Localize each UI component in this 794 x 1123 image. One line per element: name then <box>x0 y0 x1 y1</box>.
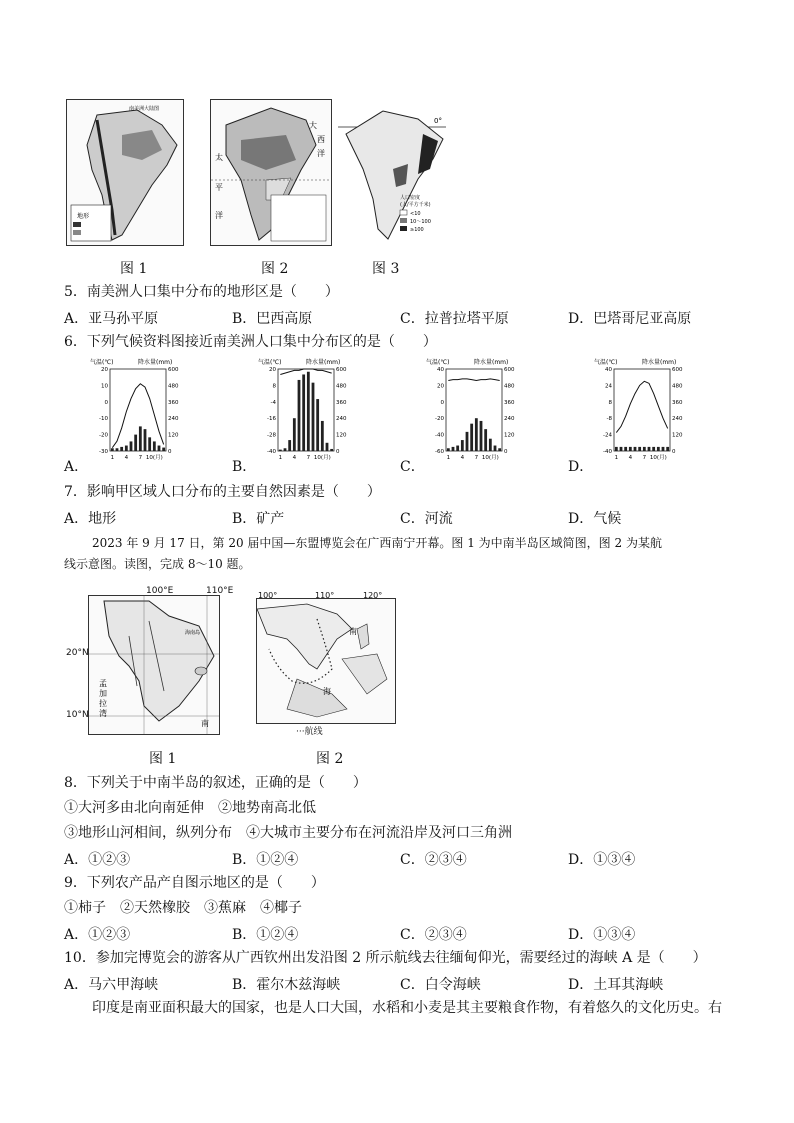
q7-option-c[interactable]: C．河流 <box>400 511 453 527</box>
q9-option-d[interactable]: D．①③④ <box>568 927 636 943</box>
temp-tick-label: 20 <box>269 367 276 373</box>
q8-option-d[interactable]: D．①③④ <box>568 852 636 868</box>
precip-bar <box>288 440 291 451</box>
q8-statements-line-2: ③地形山河相间，纵列分布 ④大城市主要分布在河流沿岸及河口三角洲 <box>64 825 512 841</box>
precip-bar <box>134 435 137 451</box>
chart-frame <box>278 369 334 451</box>
temp-tick-label: 8 <box>272 383 276 390</box>
q5-option-a[interactable]: A．亚马孙平原 <box>64 311 159 327</box>
figure-1-south-america-terrain <box>66 99 184 246</box>
question-8-stem: 8．下列关于中南半岛的叙述，正确的是（ ） <box>64 775 367 791</box>
precip-tick-label: 120 <box>336 432 347 439</box>
mid-caption-2: 图 2 <box>316 751 344 767</box>
precip-tick-label: 240 <box>672 416 683 423</box>
x-tick-label: 10(月) <box>481 455 499 461</box>
precip-tick-label: 600 <box>504 367 515 373</box>
mid-fig1-sea-1: 加 <box>99 689 107 698</box>
figure-shipping-route-map <box>256 598 396 724</box>
x-tick-label: 1 <box>446 455 451 461</box>
precip-tick-label: 240 <box>336 416 347 423</box>
q7-option-a[interactable]: A．地形 <box>64 511 117 527</box>
x-tick-label: 4 <box>628 455 633 461</box>
precip-tick-label: 120 <box>672 432 683 439</box>
fig2-ocean-2: 洋 <box>317 149 325 158</box>
mid-fig1-lat-1: 10°N <box>66 710 89 720</box>
precip-bar <box>148 437 151 451</box>
temp-tick-label: -20 <box>435 416 444 423</box>
mid-fig1-sea-4: 南 <box>201 719 209 728</box>
precip-bar <box>452 447 455 451</box>
precip-bar <box>498 448 501 451</box>
figure-caption-2: 图 2 <box>261 261 289 277</box>
temp-tick-label: -16 <box>267 416 276 423</box>
precip-tick-label: 600 <box>168 367 179 373</box>
precip-bar <box>330 449 333 451</box>
question-6-stem: 6．下列气候资料图接近南美洲人口集中分布区的是（ ） <box>64 334 437 350</box>
question-7-stem: 7．影响甲区域人口分布的主要自然因素是（ ） <box>64 484 381 500</box>
precip-bar <box>139 426 142 451</box>
fig2-ocean-5: 洋 <box>215 211 223 220</box>
precip-bar <box>666 447 669 451</box>
precip-bar <box>316 399 319 451</box>
precip-tick-label: 480 <box>672 383 683 390</box>
mid-fig2-legend <box>296 724 323 737</box>
mid-caption-1: 图 1 <box>149 751 177 767</box>
precip-bar <box>284 448 287 451</box>
precip-tick-label: 0 <box>672 449 676 455</box>
x-tick-label: 1 <box>278 455 283 461</box>
precip-bar <box>120 447 123 451</box>
mid-fig2-lon-2: 120° <box>363 591 383 600</box>
q10-option-c[interactable]: C．白令海峡 <box>400 977 481 993</box>
precip-axis-label: 降水量(mm) <box>306 359 341 366</box>
fig3-legend-item-0: <10 <box>410 211 421 217</box>
precip-bar <box>456 446 459 451</box>
temperature-line <box>280 369 331 374</box>
precip-bar <box>153 441 156 451</box>
precip-bar <box>624 447 627 451</box>
temp-axis-label: 气温(℃) <box>594 359 618 366</box>
fig3-equator-label: 0° <box>434 117 442 125</box>
figure-3-population-density <box>338 99 452 247</box>
precip-bar <box>643 447 646 451</box>
precip-bar <box>312 383 315 451</box>
temperature-line <box>616 381 667 432</box>
precip-bar <box>162 448 165 451</box>
precip-bar <box>130 441 133 451</box>
mid-fig1-lon-1: 110°E <box>206 586 234 596</box>
x-tick-label: 4 <box>460 455 465 461</box>
figure-2-south-america-climate <box>210 99 332 246</box>
mid-fig1-place: 海南岛 <box>185 630 201 636</box>
passage-2-line-1: 印度是南亚面积最大的国家，也是人口大国，水稻和小麦是其主要粮食作物，有着悠久的文化历史。右 <box>92 1000 722 1016</box>
precip-bar <box>447 448 450 451</box>
climate-chart-b <box>256 355 356 465</box>
x-tick-label: 7 <box>642 455 647 461</box>
q9-option-b[interactable]: B．①②④ <box>232 927 299 943</box>
temp-tick-label: -10 <box>99 416 108 423</box>
precip-tick-label: 120 <box>168 432 179 439</box>
fig3-legend-unit: (人/平方千米) <box>400 202 431 208</box>
mid-fig2-lon-1: 110° <box>315 591 335 600</box>
fig3-legend-title: 人口密度 <box>400 195 421 201</box>
q7-option-d[interactable]: D．气候 <box>568 511 622 527</box>
x-tick-label: 7 <box>138 455 143 461</box>
q6-option-d[interactable]: D． <box>568 459 594 475</box>
precip-bar <box>648 447 651 451</box>
q9-option-a[interactable]: A．①②③ <box>64 927 131 943</box>
precip-tick-label: 480 <box>336 383 347 390</box>
temp-tick-label: 0 <box>104 399 108 406</box>
mid-fig1-sea-0: 孟 <box>99 679 107 688</box>
precip-tick-label: 120 <box>504 432 515 439</box>
q9-statements: ①柿子 ②天然橡胶 ③蕉麻 ④椰子 <box>64 900 302 916</box>
route-dots-icon: ··· <box>296 727 305 737</box>
precip-bar <box>466 432 469 451</box>
x-tick-label: 7 <box>306 455 311 461</box>
x-tick-label: 1 <box>110 455 115 461</box>
mid-fig2-lon-0: 100° <box>258 591 278 600</box>
mid-fig2-sea-0: 南 <box>349 627 357 636</box>
precip-bar <box>298 380 301 451</box>
temp-axis-label: 气温(℃) <box>426 359 450 366</box>
temp-tick-label: 20 <box>101 367 108 373</box>
fig3-legend-item-1: 10～100 <box>410 219 431 225</box>
temp-tick-label: -30 <box>99 449 108 455</box>
q6-option-c[interactable]: C． <box>400 459 425 475</box>
x-tick-label: 10(月) <box>649 455 667 461</box>
precip-tick-label: 240 <box>168 416 179 423</box>
precip-tick-label: 480 <box>504 383 515 390</box>
climate-chart-a <box>88 355 188 465</box>
climate-chart-d <box>592 355 692 465</box>
q8-option-c[interactable]: C．②③④ <box>400 852 467 868</box>
climate-chart-c <box>424 355 524 465</box>
precip-bar <box>494 446 497 451</box>
q5-option-c[interactable]: C．拉普拉塔平原 <box>400 311 509 327</box>
q10-option-a[interactable]: A．马六甲海峡 <box>64 977 159 993</box>
figure-indochina-map <box>88 595 220 735</box>
precip-bar <box>652 447 655 451</box>
precip-bar <box>326 443 329 451</box>
precip-bar <box>470 424 473 451</box>
mid-fig1-sea-3: 湾 <box>99 709 107 718</box>
precip-bar <box>279 450 282 451</box>
temperature-line <box>448 379 499 381</box>
temp-tick-label: -8 <box>606 416 612 423</box>
temperature-line <box>112 384 163 448</box>
precip-bar <box>111 448 114 451</box>
x-tick-label: 4 <box>292 455 297 461</box>
temp-tick-label: -28 <box>267 432 276 439</box>
temp-tick-label: -24 <box>603 432 612 439</box>
precip-bar <box>125 446 128 451</box>
precip-bar <box>657 447 660 451</box>
precip-bar <box>293 418 296 451</box>
precip-bar <box>629 447 632 451</box>
precip-tick-label: 240 <box>504 416 515 423</box>
precip-tick-label: 360 <box>336 399 347 406</box>
precip-bar <box>480 421 483 451</box>
precip-bar <box>484 429 487 451</box>
precip-bar <box>638 447 641 451</box>
q6-option-b[interactable]: B． <box>232 459 257 475</box>
fig2-ocean-4: 平 <box>215 183 223 192</box>
q5-option-b[interactable]: B．巴西高原 <box>232 311 313 327</box>
precip-bar <box>615 447 618 451</box>
chart-frame <box>446 369 502 451</box>
precip-bar <box>620 447 623 451</box>
x-tick-label: 4 <box>124 455 129 461</box>
question-9-stem: 9．下列农产品产自图示地区的是（ ） <box>64 875 325 891</box>
q8-statements-line-1: ①大河多由北向南延伸 ②地势南高北低 <box>64 800 316 816</box>
precip-tick-label: 360 <box>168 399 179 406</box>
temp-tick-label: 20 <box>437 383 444 390</box>
fig1-inset-label: 南美洲大陆图 <box>129 106 160 112</box>
passage-1-line-1: 2023 年 9 月 17 日，第 20 届中国—东盟博览会在广西南宁开幕。图 1 为中南半岛区域简图，图 2 为某航 <box>92 536 662 550</box>
precip-bar <box>116 448 119 451</box>
precip-bar <box>489 439 492 451</box>
mid-fig2-sea-1: 海 <box>323 687 331 696</box>
precip-tick-label: 0 <box>504 449 508 455</box>
precip-axis-label: 降水量(mm) <box>138 359 173 366</box>
x-tick-label: 10(月) <box>313 455 331 461</box>
precip-tick-label: 360 <box>672 399 683 406</box>
precip-tick-label: 600 <box>336 367 347 373</box>
fig2-ocean-1: 西 <box>317 135 325 144</box>
figure-caption-1: 图 1 <box>120 261 148 277</box>
q10-option-d[interactable]: D．土耳其海峡 <box>568 977 664 993</box>
precip-axis-label: 降水量(mm) <box>474 359 509 366</box>
temp-axis-label: 气温(℃) <box>258 359 282 366</box>
fig2-ocean-0: 大 <box>309 121 317 130</box>
precip-bar <box>144 429 147 451</box>
temp-tick-label: -4 <box>270 399 276 406</box>
temp-tick-label: -40 <box>267 449 276 455</box>
precip-tick-label: 360 <box>504 399 515 406</box>
temp-tick-label: -20 <box>99 432 108 439</box>
fig1-legend-title: 地形 <box>77 213 90 220</box>
temp-tick-label: 8 <box>608 399 612 406</box>
precip-bar <box>302 374 305 451</box>
x-tick-label: 1 <box>614 455 619 461</box>
q5-option-d[interactable]: D．巴塔哥尼亚高原 <box>568 311 692 327</box>
precip-tick-label: 0 <box>168 449 172 455</box>
temp-tick-label: -60 <box>435 449 444 455</box>
precip-bar <box>307 372 310 451</box>
passage-1-line-2: 线示意图。读图，完成 8～10 题。 <box>64 557 251 571</box>
q7-option-b[interactable]: B．矿产 <box>232 511 285 527</box>
figure-caption-3: 图 3 <box>372 261 400 277</box>
mid-fig2-legend-label: 航线 <box>304 727 323 737</box>
mid-fig1-lat-0: 20°N <box>66 648 89 658</box>
precip-bar <box>158 446 161 451</box>
mid-fig1-sea-2: 拉 <box>99 699 107 708</box>
q8-option-a[interactable]: A．①②③ <box>64 852 131 868</box>
fig2-ocean-3: 太 <box>215 153 223 162</box>
fig3-legend-item-2: ≥100 <box>410 227 424 233</box>
precip-bar <box>475 418 478 451</box>
q9-option-c[interactable]: C．②③④ <box>400 927 467 943</box>
question-10-stem: 10．参加完博览会的游客从广西钦州出发沿图 2 所示航线去往缅甸仰光，需要经过的海峡 A 是（ ） <box>64 950 707 966</box>
x-tick-label: 10(月) <box>145 455 163 461</box>
temp-tick-label: 40 <box>437 367 444 373</box>
question-5-stem: 5．南美洲人口集中分布的地形区是（ ） <box>64 284 339 300</box>
temp-tick-label: 10 <box>101 383 108 390</box>
q6-option-a[interactable]: A． <box>64 459 89 475</box>
q10-option-b[interactable]: B．霍尔木兹海峡 <box>232 977 341 993</box>
precip-bar <box>321 421 324 451</box>
precip-axis-label: 降水量(mm) <box>642 359 677 366</box>
x-tick-label: 7 <box>474 455 479 461</box>
mid-fig1-lon-0: 100°E <box>146 586 174 596</box>
temp-tick-label: -40 <box>603 449 612 455</box>
temp-tick-label: 0 <box>440 399 444 406</box>
temp-tick-label: 24 <box>605 383 612 390</box>
temp-axis-label: 气温(℃) <box>90 359 114 366</box>
precip-bar <box>634 447 637 451</box>
precip-bar <box>662 447 665 451</box>
temp-tick-label: 40 <box>605 367 612 373</box>
q8-option-b[interactable]: B．①②④ <box>232 852 299 868</box>
precip-bar <box>461 440 464 451</box>
chart-frame <box>614 369 670 451</box>
precip-tick-label: 480 <box>168 383 179 390</box>
precip-tick-label: 600 <box>672 367 683 373</box>
temp-tick-label: -40 <box>435 432 444 439</box>
precip-tick-label: 0 <box>336 449 340 455</box>
